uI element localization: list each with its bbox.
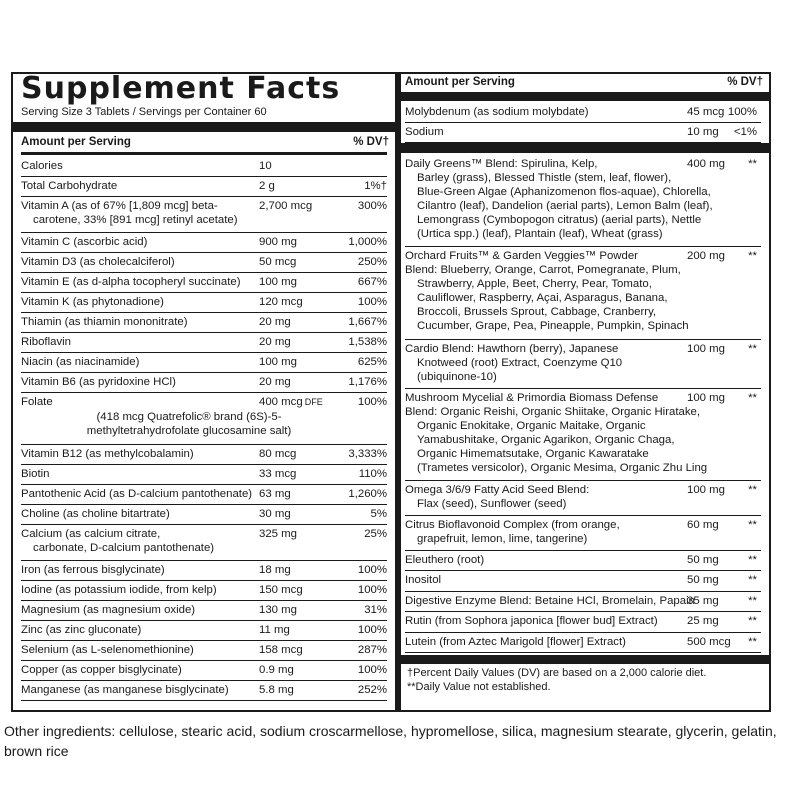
blend-dv: ** [748, 574, 757, 587]
nutrient-name-line: Calcium (as calcium citrate, [21, 528, 161, 540]
blend-line: Cucumber, Grape, Pea, Pineapple, Pumpkin, Spinach [417, 320, 689, 333]
nutrient-dv: 252% [357, 684, 387, 696]
blend-name [405, 635, 626, 649]
blend-dv: ** [748, 519, 757, 532]
nutrient-name: Molybdenum (as sodium molybdate) [405, 106, 589, 118]
nutrient-name [21, 275, 241, 289]
nutrient-dv: 3,333% [348, 448, 387, 460]
nutrient-amount: 63 mg [259, 488, 291, 500]
blend-row [405, 389, 761, 481]
blend-row [405, 612, 761, 632]
nutrient-row [21, 197, 387, 233]
nutrient-row [21, 505, 387, 525]
nutrient-row [405, 103, 761, 123]
blend-row [405, 551, 761, 571]
nutrient-row [21, 681, 387, 701]
nutrient-row [21, 641, 387, 661]
nutrient-subtext [21, 410, 357, 438]
nutrient-dv: 1,667% [348, 316, 387, 328]
blend-line: Eleuthero (root) [405, 554, 485, 566]
blend-amount: 60 mg [687, 519, 719, 532]
blend-line: Organic Himematsutake, Organic Kawaratake [417, 448, 649, 460]
thin-divider [21, 152, 387, 155]
blend-line: Cilantro (leaf), Dandelion (aerial parts), Lemon Balm (leaf), [417, 200, 713, 212]
blend-name [405, 157, 713, 241]
nutrient-name [21, 623, 141, 637]
blend-amount: 200 mg [687, 250, 725, 263]
amount-value: 400 mcg [259, 396, 303, 408]
nutrient-dv: 31% [364, 604, 387, 616]
nutrient-name [21, 159, 63, 173]
blend-line: Cardio Blend: Hawthorn (berry), Japanese [405, 342, 619, 355]
nutrient-name [21, 447, 194, 461]
nutrient-row [405, 123, 761, 143]
nutrient-amount: 150 mcg [259, 584, 303, 596]
nutrient-name [21, 507, 170, 521]
nutrient-name-line: Choline (as choline bitartrate) [21, 508, 170, 520]
nutrient-row [21, 333, 387, 353]
nutrient-name-line: Vitamin B6 (as pyridoxine HCl) [21, 376, 176, 388]
nutrient-name [21, 683, 229, 697]
blend-line: Blue-Green Algae (Aphanizomenon flos-aquae), Chlorella, [417, 186, 711, 198]
blend-amount: 35 mg [687, 594, 719, 607]
nutrient-dv: 1,000% [348, 236, 387, 248]
blend-row [405, 155, 761, 247]
nutrient-dv: 667% [357, 276, 387, 288]
nutrient-amount: 11 mg [259, 624, 290, 636]
nutrient-amount: 18 mg [259, 564, 291, 576]
column-header-right [405, 76, 763, 88]
serving-info: Serving Size 3 Tablets / Servings per Container 60 [21, 106, 267, 118]
blend-row [405, 633, 761, 653]
nutrient-name-line: Vitamin D3 (as cholecalciferol) [21, 256, 175, 268]
nutrient-amount: 0.9 mg [259, 664, 294, 676]
nutrient-dv: 1,260% [348, 488, 387, 500]
thick-divider [401, 655, 769, 664]
nutrient-amount: 50 mcg [259, 256, 297, 268]
nutrient-amount: 900 mg [259, 236, 297, 248]
nutrient-name-line: Niacin (as niacinamide) [21, 356, 140, 368]
blend-name [405, 391, 707, 475]
nutrient-amount: 100 mg [259, 276, 297, 288]
blend-amount: 100 mg [687, 392, 725, 404]
blend-amount: 25 mg [687, 615, 719, 628]
blend-amount: 100 mg [687, 484, 725, 497]
nutrient-name: Sodium [405, 126, 444, 138]
blend-line: grapefruit, lemon, lime, tangerine) [417, 533, 588, 546]
blend-line: Omega 3/6/9 Fatty Acid Seed Blend: [405, 484, 590, 497]
nutrient-name-line: Iodine (as potassium iodide, from kelp) [21, 584, 217, 596]
blend-line: Lutein (from Aztec Marigold [flower] Extract) [405, 635, 626, 648]
blend-line: Rutin (from Sophora japonica [flower bud] Extract) [405, 615, 658, 628]
nutrient-row [21, 561, 387, 581]
nutrient-amount: 20 mg [259, 316, 291, 328]
nutrient-name-line: Calories [21, 160, 63, 172]
nutrient-row [21, 525, 387, 561]
footnote: †Percent Daily Values (DV) are based on a 2,000 calorie diet. [407, 667, 707, 679]
amount-unit: DFE [304, 397, 323, 407]
nutrient-dv: 5% [370, 508, 387, 520]
nutrient-dv: 250% [357, 256, 387, 268]
nutrient-name-line: Selenium (as L-selenomethionine) [21, 644, 194, 656]
blend-row [405, 247, 761, 339]
nutrient-name-line: Magnesium (as magnesium oxide) [21, 604, 196, 616]
blend-amount: 50 mg [687, 574, 719, 587]
blend-name [405, 614, 658, 628]
nutrient-dv: 300% [357, 200, 387, 212]
nutrient-row [21, 273, 387, 293]
nutrient-name-line: Total Carbohydrate [21, 180, 118, 192]
nutrient-row [21, 445, 387, 465]
blend-name [405, 594, 695, 608]
nutrient-amount: 5.8 mg [259, 684, 294, 696]
blend-dv: ** [748, 158, 757, 170]
nutrient-amount: 2,700 mcg [259, 200, 313, 212]
blend-name [405, 342, 622, 384]
blend-line: Mushroom Mycelial & Primordia Biomass Defense [405, 392, 659, 404]
nutrient-name-line: carotene, 33% [891 mcg] retinyl acetate) [33, 214, 238, 226]
nutrient-name-line: Biotin [21, 468, 50, 480]
blend-amount: 50 mg [687, 554, 719, 566]
nutrient-row [21, 233, 387, 253]
thick-divider [13, 122, 395, 132]
blend-line: Citrus Bioflavonoid Complex (from orange, [405, 519, 620, 532]
nutrient-dv: 100% [357, 564, 387, 576]
column-header [21, 136, 389, 148]
nutrient-name-line: Vitamin K (as phytonadione) [21, 296, 164, 308]
nutrient-dv: 100% [357, 624, 387, 636]
blend-row [405, 481, 761, 516]
nutrient-name-line: Vitamin C (ascorbic acid) [21, 236, 148, 248]
nutrient-name-line: Vitamin B12 (as methylcobalamin) [21, 448, 194, 460]
nutrient-name-line: carbonate, D-calcium pantothenate) [33, 542, 215, 554]
nutrient-dv: 625% [357, 356, 387, 368]
nutrient-name [21, 255, 175, 269]
supplement-facts-panel [11, 72, 771, 712]
nutrient-name [21, 235, 147, 249]
nutrient-row [21, 601, 387, 621]
blend-amount: 500 mcg [687, 635, 731, 648]
nutrient-amount: 10 [259, 160, 272, 172]
nutrient-name-line: Vitamin E (as d-alpha tocopheryl succinate) [21, 276, 241, 288]
blend-line: Orchard Fruits™ & Garden Veggies™ Powder [405, 250, 638, 263]
amount-header: Amount per Serving [21, 136, 131, 148]
other-ingredients: Other ingredients: cellulose, stearic acid, sodium croscarmellose, hypromellose, silica, magnesium stearate, glycerin, gelatin, brown rice [4, 723, 777, 759]
blend-line: Barley (grass), Blessed Thistle (stem, leaf, flower), [417, 172, 672, 184]
blend-line: Lemongrass (Cymbopogon citratus) (aerial parts), Nettle [417, 214, 702, 226]
nutrient-amount [259, 395, 323, 409]
nutrient-name [21, 527, 214, 555]
nutrient-amount: 10 mg [687, 126, 719, 138]
blend-line: Cauliflower, Raspberry, Açai, Asparagus, Banana, [417, 292, 668, 305]
blend-name [405, 573, 441, 587]
nutrient-amount: 130 mg [259, 604, 297, 616]
dv-header: % DV† [727, 76, 763, 88]
blend-dv: ** [748, 615, 757, 628]
nutrient-name-line: Manganese (as manganese bisglycinate) [21, 684, 229, 696]
subtext-line: methyltetrahydrofolate glucosamine salt) [86, 425, 292, 437]
nutrient-row [21, 581, 387, 601]
nutrient-dv: 110% [358, 468, 387, 480]
blend-line: Strawberry, Apple, Beet, Cherry, Pear, Tomato, [417, 278, 652, 291]
nutrient-name [21, 295, 164, 309]
nutrient-dv: 1,176% [348, 376, 387, 388]
blend-row [405, 340, 761, 389]
nutrient-amount: 325 mg [259, 528, 297, 540]
panel-title: Supplement Facts [21, 71, 341, 106]
nutrient-name-line: Thiamin (as thiamin mononitrate) [21, 316, 188, 328]
nutrient-name [21, 603, 195, 617]
nutrient-dv: 100% [727, 106, 757, 118]
blend-line: Digestive Enzyme Blend: Betaine HCl, Bromelain, Papain [405, 594, 695, 607]
nutrient-name [21, 643, 194, 657]
blend-name [405, 483, 589, 511]
blend-dv: ** [748, 250, 757, 263]
blend-name [405, 553, 484, 567]
blend-line: (ubiquinone-10) [417, 370, 497, 383]
blend-row [405, 571, 761, 591]
blend-amount: 400 mg [687, 158, 725, 170]
blend-dv: ** [748, 342, 757, 355]
nutrient-amount: 30 mg [259, 508, 291, 520]
blend-line: Blend: Organic Reishi, Organic Shiitake, Organic Hiratake, [405, 406, 701, 418]
footnote: **Daily Value not established. [407, 681, 551, 693]
nutrient-name-line: Folate [21, 396, 53, 408]
nutrient-name [21, 395, 53, 409]
nutrient-name [21, 467, 50, 481]
thick-divider [401, 92, 769, 101]
nutrient-amount: 2 g [259, 180, 275, 192]
blend-line: (Urtica spp.) (leaf), Plantain (leaf), Wheat (grass) [417, 228, 663, 240]
nutrient-amount: 45 mcg [687, 106, 725, 118]
blend-line: Yamabushitake, Organic Agarikon, Organic Chaga, [417, 434, 675, 446]
nutrient-dv: 100% [357, 296, 387, 308]
blend-dv: ** [748, 392, 757, 404]
blend-row [405, 516, 761, 551]
nutrient-dv: 100% [357, 396, 387, 408]
nutrient-name [21, 179, 117, 193]
nutrient-dv: 25% [364, 528, 387, 540]
nutrient-row [21, 157, 387, 177]
nutrient-name-line: Iron (as ferrous bisglycinate) [21, 564, 165, 576]
nutrient-name-line: Riboflavin [21, 336, 72, 348]
blend-amount: 100 mg [687, 342, 725, 355]
nutrient-row [21, 621, 387, 641]
blend-line: Organic Enokitake, Organic Maitake, Organic [417, 420, 646, 432]
nutrient-dv: 1%† [364, 180, 387, 192]
amount-header: Amount per Serving [405, 76, 515, 88]
nutrient-name-line: Copper (as copper bisglycinate) [21, 664, 182, 676]
nutrient-name [21, 563, 165, 577]
nutrient-row [21, 253, 387, 273]
blend-line: (Trametes versicolor), Organic Mesima, Organic Zhu Ling [417, 462, 708, 474]
nutrient-amount: 20 mg [259, 376, 291, 388]
subtext-line: (418 mcg Quatrefolic® brand (6S)-5- [96, 411, 282, 423]
blend-line: Inositol [405, 574, 442, 587]
blend-name [405, 518, 620, 546]
blend-name [405, 249, 689, 333]
nutrient-amount: 100 mg [259, 356, 297, 368]
right-column [401, 74, 769, 710]
nutrient-dv: 100% [357, 664, 387, 676]
nutrient-row [21, 485, 387, 505]
nutrient-row [21, 293, 387, 313]
nutrient-name-line: Pantothenic Acid (as D-calcium pantothenate) [21, 488, 253, 500]
nutrient-amount: 80 mcg [259, 448, 297, 460]
blend-row [405, 592, 761, 612]
nutrient-name-line: Zinc (as zinc gluconate) [21, 624, 142, 636]
blend-dv: ** [748, 594, 757, 607]
nutrient-dv: <1% [733, 126, 757, 138]
blend-line: Daily Greens™ Blend: Spirulina, Kelp, [405, 158, 598, 170]
nutrient-dv: 100% [357, 584, 387, 596]
blend-line: Flax (seed), Sunflower (seed) [417, 498, 567, 511]
nutrient-name [21, 663, 182, 677]
nutrient-row [21, 393, 387, 445]
nutrient-name [21, 335, 71, 349]
nutrient-name-line: Vitamin A (as of 67% [1,809 mcg] beta- [21, 200, 218, 212]
thick-divider [401, 143, 769, 153]
nutrient-row [21, 313, 387, 333]
nutrient-row [21, 465, 387, 485]
nutrient-row [21, 353, 387, 373]
nutrient-row [21, 661, 387, 681]
blend-dv: ** [748, 554, 757, 566]
blend-dv: ** [748, 484, 757, 497]
blend-line: Blend: Blueberry, Orange, Carrot, Pomegranate, Plum, [405, 264, 681, 277]
nutrient-amount: 20 mg [259, 336, 291, 348]
nutrient-dv: 287% [357, 644, 387, 656]
nutrient-name [21, 375, 176, 389]
nutrient-name [21, 487, 252, 501]
nutrient-row [21, 177, 387, 197]
blend-dv: ** [748, 635, 757, 648]
nutrient-row [21, 373, 387, 393]
nutrient-name [21, 199, 238, 227]
nutrient-amount: 120 mcg [259, 296, 303, 308]
nutrient-amount: 33 mcg [259, 468, 297, 480]
dv-header: % DV† [353, 136, 389, 148]
nutrient-dv: 1,538% [348, 336, 387, 348]
left-column [13, 71, 395, 710]
nutrient-name [21, 315, 188, 329]
blend-line: Broccoli, Brussels Sprout, Cabbage, Cranberry, [417, 306, 657, 319]
nutrient-amount: 158 mcg [259, 644, 303, 656]
nutrient-name [21, 355, 139, 369]
blend-line: Knotweed (root) Extract, Coenzyme Q10 [417, 356, 623, 369]
nutrient-name [21, 583, 217, 597]
